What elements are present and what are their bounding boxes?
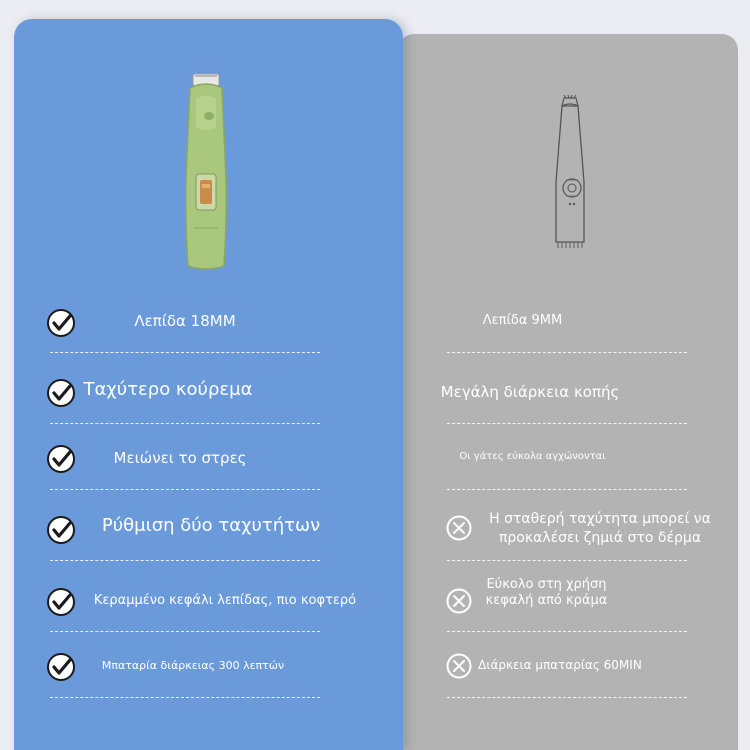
right-item-label: Διάρκεια μπαταρίας 60MIN [478,658,642,672]
left-item-label: Κεραμμένο κεφάλι λεπίδας, πιο κοφτερό [93,593,357,608]
right-item-label: Μεγάλη διάρκεια κοπής [440,383,620,401]
right-item-label: Εύκολο στη χρήση κεφαλή από κράμα [485,577,608,608]
divider [50,423,320,424]
divider [50,560,320,561]
green-trimmer-image [176,68,236,273]
check-circle-icon [46,652,76,682]
x-circle-icon [445,652,473,680]
check-circle-icon [46,378,76,408]
divider [447,560,687,561]
left-item-label: Μπαταρία διάρκειας 300 λεπτών [101,659,285,672]
divider [447,423,687,424]
divider [447,697,687,698]
divider [50,352,320,353]
left-item-label: Μειώνει το στρες [113,449,247,467]
check-circle-icon [46,444,76,474]
check-circle-icon [46,587,76,617]
divider [447,631,687,632]
divider [447,489,687,490]
right-item-label: Η σταθερή ταχύτητα μπορεί να προκαλέσει ζημιά στο δέρμα [489,511,711,546]
check-circle-icon [46,308,76,338]
divider [50,631,320,632]
left-item-label: Ταχύτερο κούρεμα [83,379,253,400]
x-circle-icon [445,514,473,542]
left-item-label: Ρύθμιση δύο ταχυτήτων [101,515,321,536]
divider [50,489,320,490]
check-circle-icon [46,515,76,545]
x-circle-icon [445,587,473,615]
divider [447,352,687,353]
outline-trimmer-image [546,92,594,250]
right-item-label: Οι γάτες εύκολα αγχώνονται [459,451,606,462]
right-item-label: Λεπίδα 9MM [482,313,563,328]
left-item-label: Λεπίδα 18MM [134,312,236,330]
divider [50,697,320,698]
